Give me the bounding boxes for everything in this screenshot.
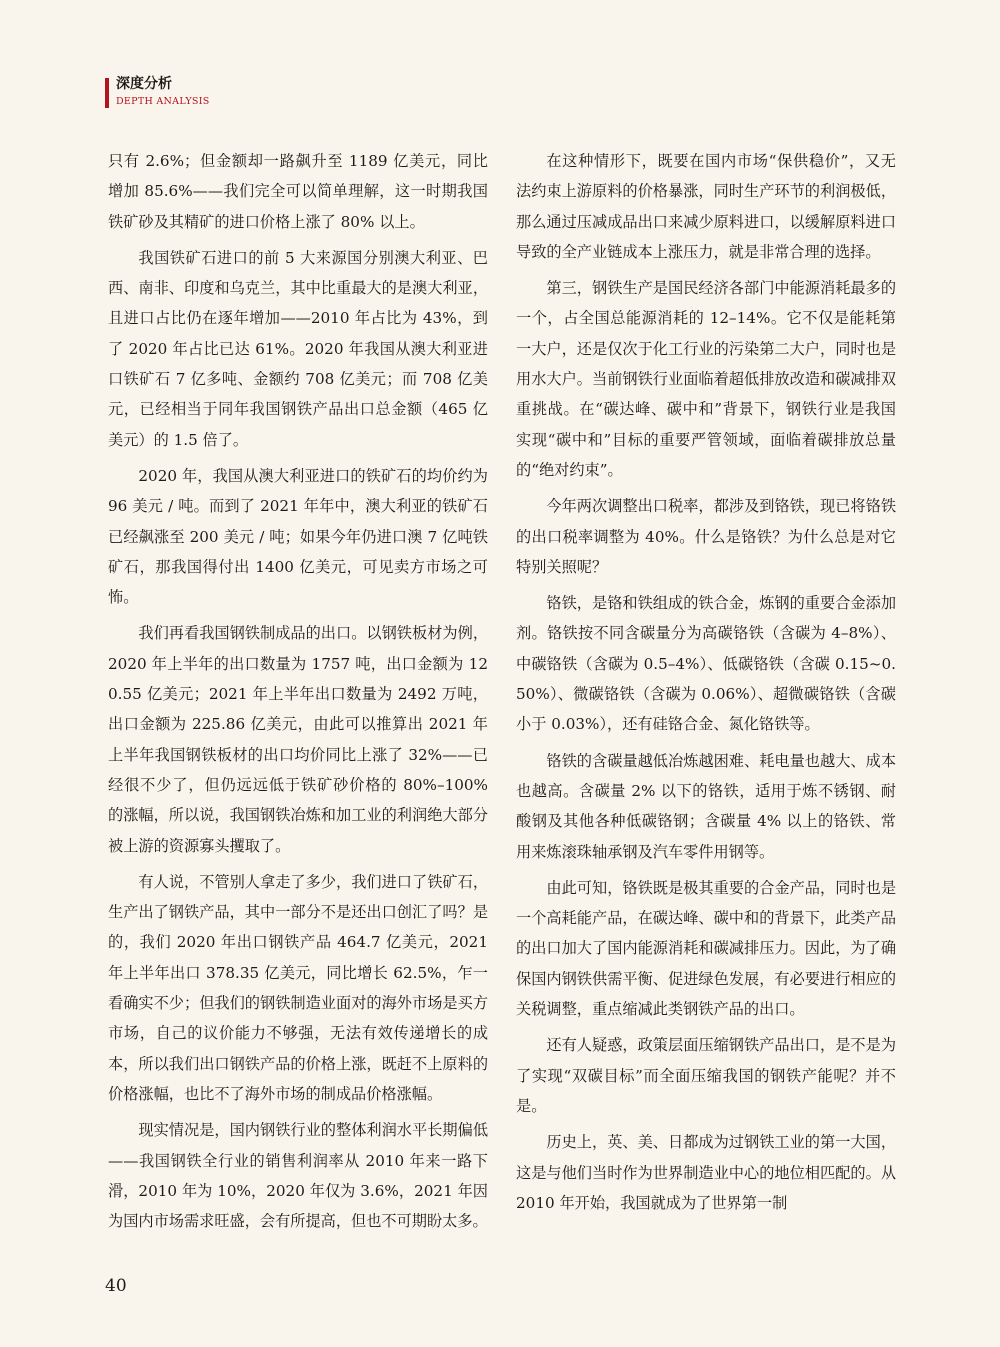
paragraph: 只有 2.6%；但金额却一路飙升至 1189 亿美元，同比增加 85.6%——我们完全可以简单理解，这一时期我国铁矿砂及其精矿的进口价格上涨了 80% 以上。 — [108, 152, 488, 231]
paragraph: 铬铁，是铬和铁组成的铁合金，炼钢的重要合金添加剂。铬铁按不同含碳量分为高碳铬铁（含碳为 4–8%）、中碳铬铁（含碳为 0.5–4%）、低碳铬铁（含碳 0.15~0.50%）、微碳铬铁（含碳为 0.06%）、超微碳铬铁（含碳小于 0.03%），还有硅铬合金、氮化铬铁等。 — [516, 594, 896, 734]
paragraph: 第三，钢铁生产是国民经济各部门中能源消耗最多的一个，占全国总能源消耗的 12–14%。它不仅是能耗第一大户，还是仅次于化工行业的污染第二大户，同时也是用水大户。当前钢铁行业面临着超低排放改造和碳减排双重挑战。在“碳达峰、碳中和”背景下，钢铁行业是我国实现“碳中和”目标的重要严管领域，面临着碳排放总量的“绝对约束”。 — [516, 279, 896, 479]
section-title: 深度分析 — [116, 76, 172, 92]
paragraph: 还有人疑惑，政策层面压缩钢铁产品出口，是不是为了实现“双碳目标”而全面压缩我国的钢铁产能呢？并不是。 — [516, 1036, 896, 1115]
paragraph: 历史上，英、美、日都成为过钢铁工业的第一大国，这是与他们当时作为世界制造业中心的地位相匹配的。从 2010 年开始，我国就成为了世界第一制 — [516, 1133, 896, 1212]
paragraph: 今年两次调整出口税率，都涉及到铬铁，现已将铬铁的出口税率调整为 40%。什么是铬铁？为什么总是对它特别关照呢？ — [516, 497, 896, 576]
paragraph: 有人说，不管别人拿走了多少，我们进口了铁矿石，生产出了钢铁产品，其中一部分不是还出口创汇了吗？是的，我们 2020 年出口钢铁产品 464.7 亿美元，2021 年上半年出口 378.35 亿美元，同比增长 62.5%，乍一看确实不少；但我们的钢铁制造业面对的海外市场是买方市场，自己的议价能力不够强，无法有效传递增长的成本，所以我们出口钢铁产品的价格上涨，既赶不上原料的价格涨幅，也比不了海外市场的制成品价格涨幅。 — [108, 872, 488, 1103]
paragraph: 现实情况是，国内钢铁行业的整体利润水平长期偏低——我国钢铁全行业的销售利润率从 2010 年来一路下滑，2010 年为 10%，2020 年仅为 3.6%，2021 年因为国内市场需求旺盛，会有所提高，但也不可期盼太多。 — [108, 1121, 488, 1231]
paragraph: 铬铁的含碳量越低冶炼越困难、耗电量也越大、成本也越高。含碳量 2% 以下的铬铁，适用于炼不锈钢、耐酸钢及其他各种低碳铬钢；含碳量 4% 以上的铬铁、常用来炼滚珠轴承钢及汽车零件用钢等。 — [516, 751, 896, 861]
left-column — [108, 146, 488, 1242]
right-column — [516, 146, 896, 1224]
paragraph: 2020 年，我国从澳大利亚进口的铁矿石的均价约为 96 美元 / 吨。而到了 2021 年年中，澳大利亚的铁矿石已经飙涨至 200 美元 / 吨；如果今年仍进口澳 7 亿吨铁矿石，那我国得付出 1400 亿美元，可见卖方市场之可怖。 — [108, 466, 488, 607]
paragraph: 我们再看我国钢铁制成品的出口。以钢铁板材为例，2020 年上半年的出口数量为 1757 吨，出口金额为 120.55 亿美元；2021 年上半年出口数量为 2492 万吨，出口金额为 225.86 亿美元，由此可以推算出 2021 年上半年我国钢铁板材的出口均价同比上涨了 32%——已经很不少了，但仍远远低于铁矿砂价格的 80%–100% 的涨幅，所以说，我国钢铁冶炼和加工业的利润绝大部分被上游的资源寡头攫取了。 — [108, 624, 488, 855]
header-accent-bar — [105, 78, 109, 108]
paragraph: 由此可知，铬铁既是极其重要的合金产品，同时也是一个高耗能产品，在碳达峰、碳中和的背景下，此类产品的出口加大了国内能源消耗和碳减排压力。因此，为了确保国内钢铁供需平衡、促进绿色发展，有必要进行相应的关税调整，重点缩减此类钢铁产品的出口。 — [516, 878, 896, 1019]
paragraph: 在这种情形下，既要在国内市场“保供稳价”，又无法约束上游原料的价格暴涨，同时生产环节的利润极低，那么通过压减成品出口来减少原料进口，以缓解原料进口导致的全产业链成本上涨压力，就是非常合理的选择。 — [516, 152, 896, 261]
page-number: 40 — [105, 1276, 127, 1296]
section-subtitle: DEPTH ANALYSIS — [116, 96, 210, 107]
paragraph: 我国铁矿石进口的前 5 大来源国分别澳大利亚、巴西、南非、印度和乌克兰，其中比重最大的是澳大利亚，且进口占比仍在逐年增加——2010 年占比为 43%，到了 2020 年占比已达 61%。2020 年我国从澳大利亚进口铁矿石 7 亿多吨、金额约 708 亿美元；而 708 亿美元，已经相当于同年我国钢铁产品出口总金额（465 亿美元）的 1.5 倍了。 — [108, 248, 488, 449]
